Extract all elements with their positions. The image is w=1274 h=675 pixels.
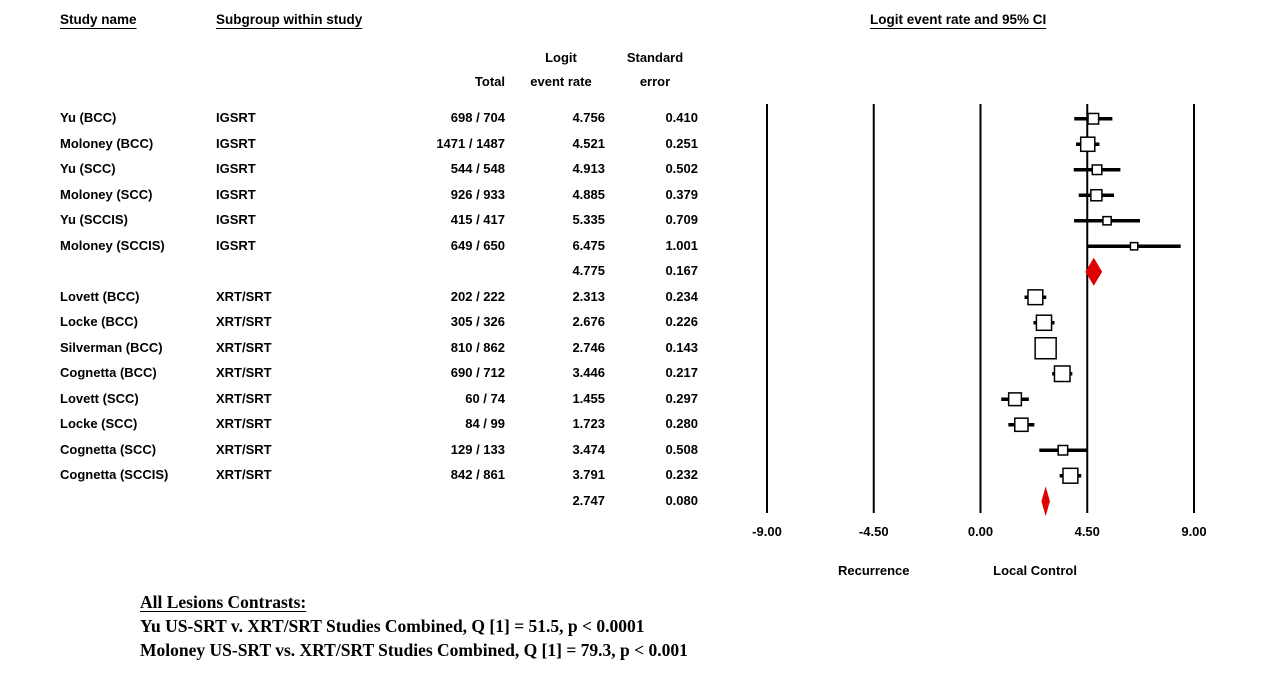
study-name-cell: Yu (SCCIS) [60, 212, 128, 227]
logit-cell: 2.313 [572, 288, 605, 304]
total-cell: 84 / 99 [465, 416, 505, 431]
x-tick-label: 9.00 [1181, 524, 1207, 539]
pooled-row [0, 489, 720, 513]
total-cell: 544 / 548 [450, 161, 505, 176]
se-cell: 0.251 [665, 135, 698, 151]
total-cell: 1471 / 1487 [436, 135, 505, 151]
x-tick-label: -4.50 [858, 524, 889, 539]
table-row [0, 310, 720, 334]
contrast-line-moloney: Moloney US-SRT vs. XRT/SRT Studies Combined, Q [1] = 79.3, p < 0.001 [140, 640, 688, 660]
total-cell: 690 / 712 [450, 365, 505, 380]
se-cell: 0.080 [665, 492, 698, 508]
logit-cell: 2.746 [572, 339, 605, 355]
study-marker [1035, 338, 1056, 359]
study-marker [1054, 366, 1070, 382]
se-header-line1: Standard [626, 50, 684, 65]
contrast-line-yu: Yu US-SRT v. XRT/SRT Studies Combined, Q [1] = 51.5, p < 0.0001 [140, 616, 645, 636]
logit-cell: 3.446 [572, 365, 605, 380]
se-cell: 0.232 [665, 467, 698, 482]
total-cell: 926 / 933 [450, 186, 505, 202]
total-cell: 60 / 74 [465, 390, 505, 406]
table-row [0, 285, 720, 309]
subgroup-cell: XRT/SRT [216, 365, 272, 380]
table-row [0, 336, 720, 360]
study-name-cell: Cognetta (SCCIS) [60, 467, 169, 482]
se-cell: 0.217 [665, 365, 698, 380]
logit-cell: 4.885 [572, 186, 605, 202]
se-cell: 0.508 [665, 441, 698, 457]
total-cell: 842 / 861 [450, 467, 505, 482]
subgroup-header: Subgroup within study [216, 12, 363, 27]
study-marker [1081, 137, 1095, 151]
table-row [0, 208, 720, 232]
subgroup-cell: XRT/SRT [216, 314, 272, 329]
logit-cell: 2.676 [572, 314, 605, 329]
logit-header-line2: event rate [530, 74, 592, 89]
x-tick-label: -9.00 [752, 524, 782, 539]
study-name-cell: Locke (BCC) [60, 314, 139, 329]
logit-cell: 4.521 [572, 135, 605, 151]
subgroup-cell: XRT/SRT [216, 416, 272, 431]
total-cell: 649 / 650 [450, 237, 505, 253]
total-cell: 810 / 862 [450, 339, 505, 355]
total-cell: 415 / 417 [450, 212, 505, 227]
study-name-cell: Moloney (SCCIS) [60, 237, 165, 253]
logit-cell: 4.913 [572, 161, 605, 176]
study-name-cell: Cognetta (BCC) [60, 365, 157, 380]
logit-cell: 1.455 [572, 390, 605, 406]
se-cell: 0.234 [665, 288, 698, 304]
total-cell: 305 / 326 [450, 314, 505, 329]
study-marker [1028, 290, 1043, 305]
study-name-cell: Yu (BCC) [60, 110, 117, 125]
table-row [0, 157, 720, 181]
subgroup-cell: XRT/SRT [216, 288, 272, 304]
study-marker [1015, 418, 1028, 431]
total-cell: 698 / 704 [450, 110, 505, 125]
subgroup-cell: IGSRT [216, 135, 256, 151]
table-row [0, 387, 720, 411]
se-cell: 0.297 [665, 390, 698, 406]
table-row [0, 234, 720, 258]
study-name-cell: Moloney (SCC) [60, 186, 153, 202]
table-row [0, 463, 720, 487]
logit-header [515, 46, 607, 94]
table-row [0, 412, 720, 436]
logit-cell: 5.335 [572, 212, 605, 227]
subgroup-cell: XRT/SRT [216, 339, 272, 355]
logit-cell: 4.756 [572, 110, 605, 125]
study-marker [1092, 165, 1102, 175]
se-cell: 0.280 [665, 416, 698, 431]
logit-header-line1: Logit [545, 50, 577, 65]
study-name-header: Study name [60, 12, 137, 27]
x-tick-label: 0.00 [967, 524, 994, 539]
se-header-line2: error [639, 74, 671, 89]
subgroup-cell: XRT/SRT [216, 441, 272, 457]
table-row [0, 106, 720, 130]
contrasts-title: All Lesions Contrasts: [140, 592, 307, 612]
se-cell: 0.709 [665, 212, 698, 227]
table-row [0, 183, 720, 207]
subgroup-cell: IGSRT [216, 237, 256, 253]
total-header: Total [474, 74, 505, 89]
se-cell: 1.001 [665, 237, 698, 253]
logit-cell: 3.791 [572, 467, 605, 482]
study-marker [1103, 217, 1111, 225]
study-name-cell: Locke (SCC) [60, 416, 138, 431]
table-row [0, 132, 720, 156]
se-cell: 0.502 [665, 161, 698, 176]
se-header [615, 46, 695, 94]
recurrence-label: Recurrence [837, 563, 910, 578]
total-cell: 129 / 133 [450, 441, 505, 457]
study-name-cell: Silverman (BCC) [60, 339, 163, 355]
logit-cell: 2.747 [572, 492, 605, 508]
pooled-diamond [1086, 259, 1102, 285]
logit-cell: 1.723 [572, 416, 605, 431]
study-name-cell: Yu (SCC) [60, 161, 116, 176]
study-marker [1130, 243, 1137, 250]
subgroup-cell: XRT/SRT [216, 390, 272, 406]
pooled-diamond [1042, 488, 1049, 514]
local-control-label: Local Control [993, 563, 1077, 578]
se-cell: 0.143 [665, 339, 698, 355]
se-cell: 0.379 [665, 186, 698, 202]
forest-plot [720, 90, 1240, 590]
subgroup-cell: IGSRT [216, 212, 256, 227]
table-row [0, 438, 720, 462]
study-marker [1091, 190, 1102, 201]
study-marker [1088, 113, 1099, 124]
study-name-cell: Lovett (SCC) [60, 390, 139, 406]
study-name-cell: Cognetta (SCC) [60, 441, 157, 457]
study-name-cell: Moloney (BCC) [60, 135, 154, 151]
pooled-row [0, 259, 720, 283]
study-marker [1009, 393, 1022, 406]
logit-cell: 3.474 [572, 441, 605, 457]
se-cell: 0.410 [665, 110, 698, 125]
x-tick-label: 4.50 [1074, 524, 1100, 539]
subgroup-cell: XRT/SRT [216, 467, 272, 482]
se-cell: 0.167 [665, 263, 698, 278]
logit-cell: 4.775 [572, 263, 605, 278]
subgroup-cell: IGSRT [216, 110, 256, 125]
table-row [0, 361, 720, 385]
study-marker [1058, 445, 1068, 455]
se-cell: 0.226 [665, 314, 698, 329]
subgroup-cell: IGSRT [216, 186, 256, 202]
study-name-cell: Lovett (BCC) [60, 288, 140, 304]
total-cell: 202 / 222 [450, 288, 505, 304]
study-marker [1063, 468, 1078, 483]
subgroup-cell: IGSRT [216, 161, 256, 176]
chart-title: Logit event rate and 95% CI [870, 12, 1047, 27]
study-marker [1036, 315, 1051, 330]
logit-cell: 6.475 [572, 237, 605, 253]
